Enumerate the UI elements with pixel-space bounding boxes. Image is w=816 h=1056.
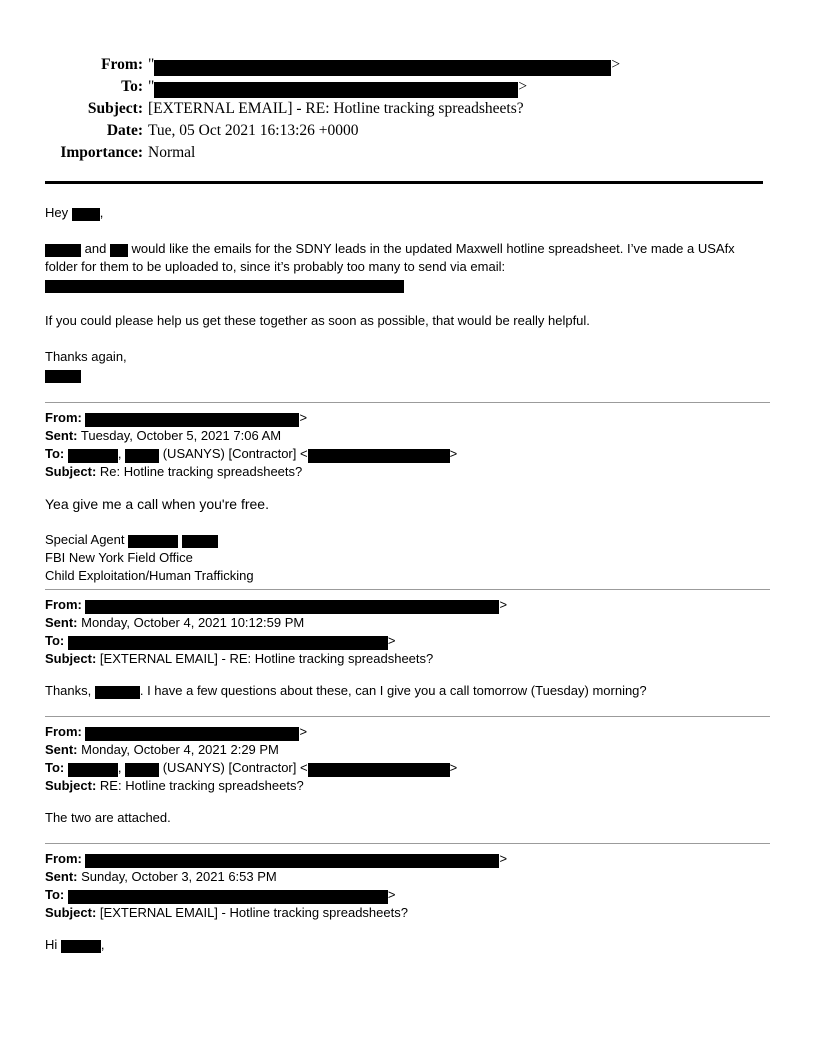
text-line [45,809,770,827]
redaction-bar [45,280,404,293]
header-label: From: [101,56,143,73]
quoted-header-label: Sent: [45,428,78,443]
text-segment: (USANYS) [Contractor] < [159,760,308,775]
quoted-header-line [45,777,770,795]
paragraph [45,495,770,513]
redaction-bar [85,727,299,741]
redaction-bar [68,449,118,463]
quoted-email-body [45,495,770,585]
quoted-emails [45,402,770,954]
redaction-bar [125,763,159,777]
paragraph [45,312,770,330]
paragraph [45,809,770,827]
text-segment: FBI New York Field Office [45,550,193,565]
redaction-bar [154,60,611,76]
text-segment: Monday, October 4, 2021 10:12:59 PM [81,615,305,630]
text-line [45,936,770,954]
text-segment: , [100,937,105,952]
text-segment: " [148,56,155,73]
quoted-header-label: Sent: [45,742,78,757]
paragraph [45,240,770,294]
quoted-header-line [45,650,770,668]
paragraph [45,936,770,954]
text-line [45,495,770,513]
quoted-header-line [45,904,770,922]
text-segment: and [81,241,110,256]
header-value [148,120,359,142]
text-line [45,567,770,585]
redaction-bar [110,244,128,257]
redaction-bar [85,413,299,427]
quoted-header-line [45,759,770,777]
text-segment: Hey [45,205,72,220]
paragraph [45,204,770,222]
quoted-email-headers [45,723,770,795]
redaction-bar [68,636,388,650]
quoted-header-label: To: [45,887,65,902]
header-value [148,54,620,76]
text-segment: > [518,78,528,95]
text-line [45,312,770,330]
text-segment: Tue, 05 Oct 2021 16:13:26 +0000 [148,122,359,139]
paragraph [45,682,770,700]
text-segment: , [99,205,104,220]
text-segment: > [387,887,396,902]
text-segment: Thanks again, [45,349,127,364]
quoted-header-label: Subject: [45,651,97,666]
text-segment: > [449,760,458,775]
quoted-header-label: To: [45,760,65,775]
text-segment: RE: Hotline tracking spreadsheets? [99,778,304,793]
text-segment: The two are attached. [45,810,171,825]
quoted-email-body [45,936,770,954]
header-value [148,142,195,164]
header-row [45,120,770,142]
redaction-bar [125,449,159,463]
redaction-bar [308,763,450,777]
quoted-header-line [45,850,770,868]
quoted-header-line [45,868,770,886]
redaction-bar [45,370,81,383]
header-label: Date: [106,122,143,139]
header-label: Importance: [60,144,143,161]
quoted-header-label: Subject: [45,464,97,479]
text-segment: > [499,851,508,866]
text-segment: [EXTERNAL EMAIL] - RE: Hotline tracking spreadsheets? [148,100,524,117]
text-segment: Tuesday, October 5, 2021 7:06 AM [80,428,282,443]
text-segment: > [299,410,308,425]
quoted-header-line [45,409,770,427]
text-segment: If you could please help us get these together as soon as possible, that would be really helpful. [45,313,590,328]
redaction-bar [182,535,218,548]
text-segment: folder for them to be uploaded to, since it’s probably too many to send via email: [45,259,506,274]
quoted-email [45,589,770,700]
text-segment: Monday, October 4, 2021 2:29 PM [81,742,279,757]
header-row [45,54,770,76]
quoted-header-line [45,886,770,904]
text-line [45,240,770,258]
quoted-email-body [45,809,770,827]
text-line [45,549,770,567]
quoted-header-line [45,596,770,614]
quoted-header-label: From: [45,410,82,425]
quoted-header-label: To: [45,633,65,648]
email-header [45,54,770,164]
quoted-email [45,716,770,827]
text-segment: [EXTERNAL EMAIL] - RE: Hotline tracking spreadsheets? [99,651,434,666]
quoted-email-body [45,682,770,700]
text-segment: > [449,446,458,461]
redaction-bar [68,890,388,904]
text-segment: > [611,56,621,73]
redaction-bar [61,940,101,953]
text-segment: > [499,597,508,612]
text-segment: > [387,633,396,648]
text-line [45,276,770,294]
redaction-bar [154,82,518,98]
quoted-header-line [45,723,770,741]
quoted-header-line [45,445,770,463]
text-segment: Thanks, [45,683,95,698]
header-value [148,98,524,120]
paragraph [45,348,770,384]
header-label: To: [121,78,143,95]
quoted-header-label: From: [45,597,82,612]
text-segment: " [148,78,155,95]
text-line [45,258,770,276]
header-divider [45,181,763,184]
text-segment: would like the emails for the SDNY leads in the updated Maxwell hotline spreadsheet. I’ve made a USAfx [127,241,735,256]
text-line [45,366,770,384]
quoted-header-label: Subject: [45,905,97,920]
quoted-email [45,402,770,585]
quoted-header-line [45,741,770,759]
quoted-header-label: From: [45,851,82,866]
redaction-bar [128,535,178,548]
quoted-email-headers [45,409,770,481]
quoted-email-headers [45,596,770,668]
quoted-header-line [45,614,770,632]
text-line [45,204,770,222]
text-segment: , [117,760,126,775]
text-segment: [EXTERNAL EMAIL] - Hotline tracking spreadsheets? [99,905,408,920]
text-segment: > [299,724,308,739]
redaction-bar [72,208,100,221]
text-segment: Hi [45,937,61,952]
redaction-bar [68,763,118,777]
header-value [148,76,527,98]
redaction-bar [85,854,499,868]
header-row [45,98,770,120]
quoted-header-label: Sent: [45,869,78,884]
header-row [45,142,770,164]
email-body [45,204,770,384]
text-segment: Yea give me a call when you're free. [45,496,269,512]
text-segment: (USANYS) [Contractor] < [159,446,308,461]
quoted-header-line [45,632,770,650]
header-row [45,76,770,98]
redaction-bar [95,686,140,699]
text-segment: Sunday, October 3, 2021 6:53 PM [81,869,277,884]
text-segment: Normal [148,144,196,161]
quoted-email [45,843,770,954]
header-label: Subject: [87,100,143,117]
quoted-header-label: From: [45,724,82,739]
quoted-header-label: Sent: [45,615,78,630]
paragraph [45,531,770,585]
text-segment: . I have a few questions about these, can I give you a call tomorrow (Tuesday) morning? [139,683,647,698]
redaction-bar [45,244,81,257]
redaction-bar [308,449,450,463]
text-line [45,348,770,366]
quoted-email-headers [45,850,770,922]
quoted-header-line [45,427,770,445]
quoted-header-label: Subject: [45,778,97,793]
text-line [45,531,770,549]
text-segment: , [117,446,126,461]
redaction-bar [85,600,499,614]
quoted-header-line [45,463,770,481]
quoted-header-label: To: [45,446,65,461]
text-line [45,682,770,700]
text-segment: Re: Hotline tracking spreadsheets? [99,464,303,479]
text-segment: Child Exploitation/Human Trafficking [45,568,254,583]
text-segment: Special Agent [45,532,129,547]
